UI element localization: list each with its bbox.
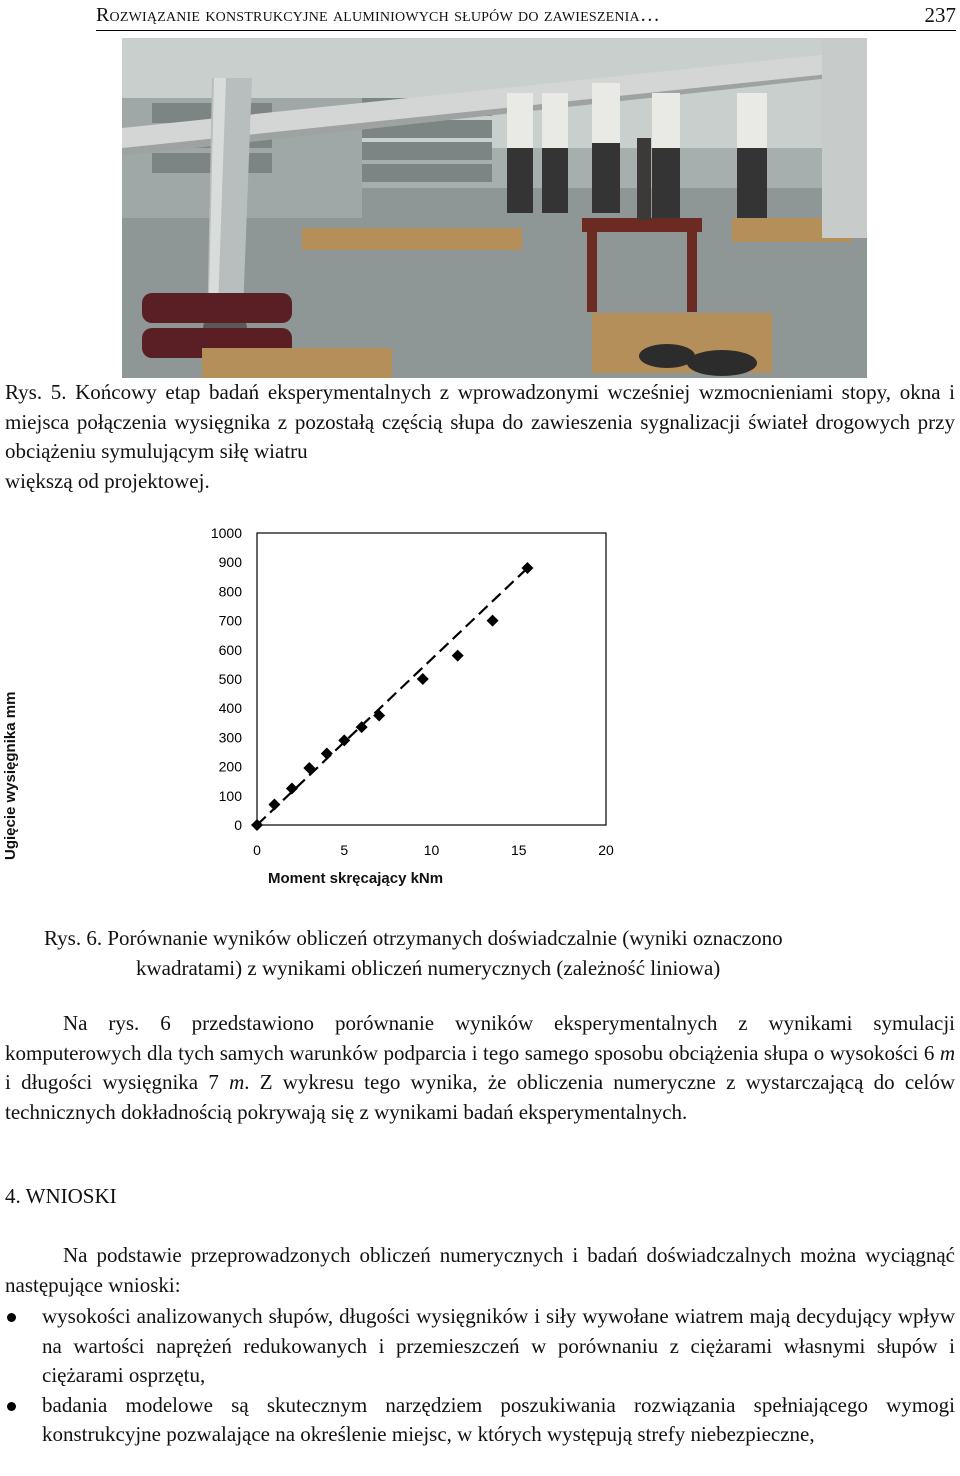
plot-area-frame (257, 533, 606, 825)
data-point-diamond (286, 783, 298, 795)
data-point-diamond (338, 734, 350, 746)
list-item-text: wysokości analizowanych słupów, długości wysięgników i siły wywołane wiatrem mają decydujący wpływ na wartości naprężeń redukowanych i przemieszczeń w porównaniu z ciężarami własnymi słupów i ciężarami osprzętu, (42, 1304, 955, 1387)
bullet-icon (7, 1313, 16, 1322)
y-tick-label: 800 (218, 583, 242, 600)
chart-x-axis-label: Moment skręcający kNm (268, 870, 444, 887)
unit-m: m (229, 1070, 245, 1094)
paragraph-conclusions-intro: Na podstawie przeprowadzonych obliczeń numerycznych i badań doświadczalnych można wyciągnąć następujące wnioski: (5, 1243, 955, 1297)
y-tick-label: 900 (218, 554, 242, 571)
figure-6-caption (44, 924, 934, 983)
list-item (5, 1391, 955, 1450)
list-item-text: badania modelowe są skutecznym narzędziem poszukiwania rozwiązania spełniającego wymogi konstrukcyjne pozwalające na określenie miejsc, w których występują strefy niebezpieczne, (42, 1392, 955, 1446)
photo-illustration (122, 38, 867, 378)
y-tick-label: 500 (218, 671, 242, 687)
y-tick-label: 300 (218, 729, 242, 746)
chart-svg (160, 515, 630, 900)
list-item (5, 1302, 955, 1391)
y-tick-label: 0 (234, 817, 242, 833)
y-tick-label: 600 (218, 641, 242, 658)
running-title: Rozwiązanie konstrukcyjne aluminiowych słupów do zawieszenia… (96, 4, 661, 26)
trend-line (257, 568, 527, 825)
x-tick-label: 10 (423, 842, 440, 858)
section-heading: 4. WNIOSKI (5, 1184, 117, 1208)
figure-6-caption-line-1: Rys. 6. Porównanie wyników obliczeń otrzymanych doświadczalnie (wyniki oznaczono (44, 926, 783, 950)
figure-5-caption-end: większą od projektowej. (5, 468, 210, 493)
unit-m: m (939, 1040, 955, 1065)
photo-experiment (122, 38, 867, 378)
y-tick-label: 100 (218, 787, 242, 804)
data-point-diamond (452, 650, 464, 662)
running-header (96, 0, 956, 31)
x-tick-label: 20 (598, 842, 614, 858)
x-tick-label: 5 (340, 842, 349, 858)
paragraph-results-part-3: . Z wykresu tego wynika, że obliczenia numeryczne z wystarczającą do celów technicznych dokładnością pokrywają się z wynikami badań eksperymentalnych. (5, 1070, 955, 1124)
data-point-diamond (487, 615, 499, 627)
x-tick-label: 15 (510, 842, 527, 858)
data-point-diamond (268, 799, 280, 811)
paragraph-results-part-1: Na rys. 6 przedstawiono porównanie wyników eksperymentalnych z wynikami symulacji komputerowych dla tych samych warunków podparcia i tego samego sposobu obciążenia słupa o wysokości 6 (5, 1011, 955, 1065)
page-number: 237 (924, 3, 956, 27)
y-tick-label: 700 (218, 612, 242, 629)
conclusions-list (5, 1302, 955, 1450)
paragraph-results (5, 1009, 955, 1127)
deflection-chart (160, 515, 630, 900)
figure-6-caption-line-2: kwadratami) z wynikami obliczeń numerycznych (zależność liniowa) (136, 955, 721, 980)
x-tick-label: 0 (253, 842, 261, 858)
paragraph-results-part-2: i długości wysięgnika 7 (5, 1070, 230, 1094)
figure-5-caption (5, 378, 955, 496)
data-point-diamond (373, 710, 385, 722)
data-point-diamond (417, 673, 429, 685)
bullet-icon (7, 1402, 16, 1411)
y-tick-label: 1000 (210, 525, 242, 541)
chart-y-axis-label: Ugięcie wysięgnika mm (2, 691, 19, 860)
figure-5-caption-text: Rys. 5. Końcowy etap badań eksperymentalnych z wprowadzonymi wcześniej wzmocnieniami stopy, okna i miejsca połączenia wysięgnika z pozostałą częścią słupa do zawieszenia sygnalizacji świateł drogowych przy obciążeniu symulującym siłę wiatru (5, 380, 955, 463)
data-point-diamond (321, 747, 333, 759)
y-tick-label: 200 (218, 758, 242, 775)
y-tick-label: 400 (218, 700, 242, 717)
